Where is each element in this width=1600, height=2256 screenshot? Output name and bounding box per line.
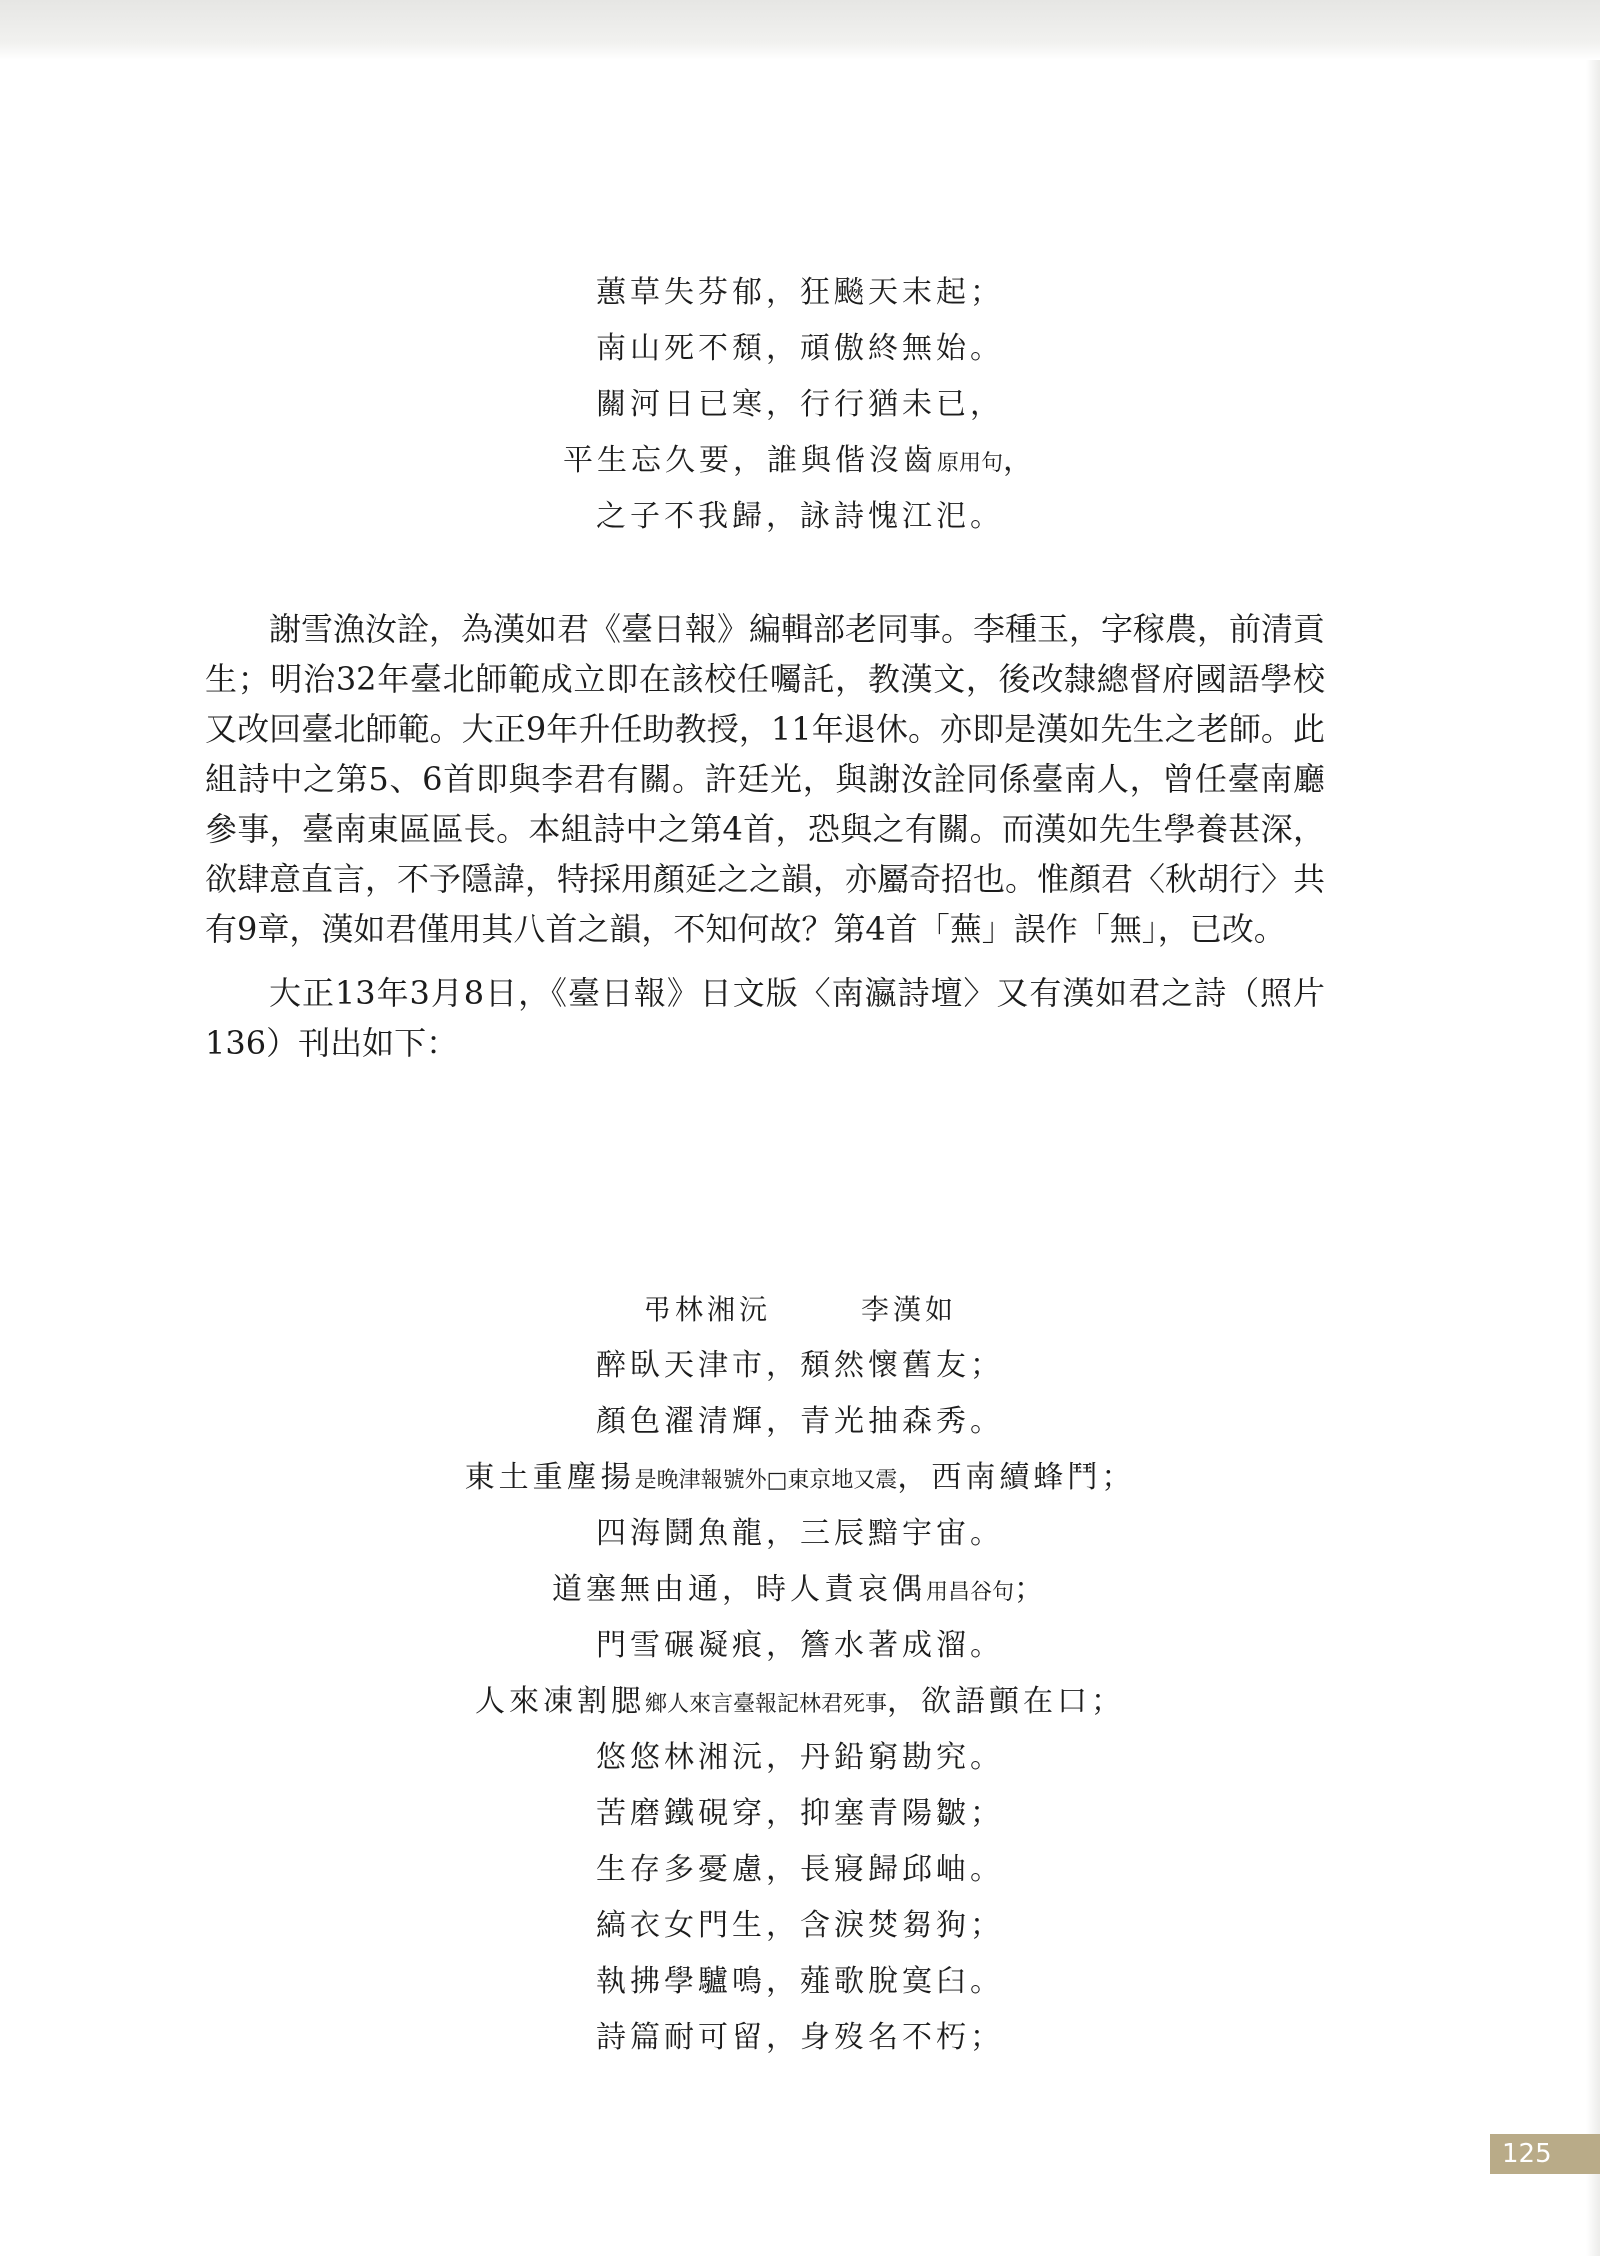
poem-line-note: 原用句 [936,451,1003,476]
poem-line-text: 南山死不頹，頑傲終無始。 [596,331,1004,366]
poem-title: 弔林湘沅 [642,1293,771,1326]
poem-line [0,321,1600,377]
poem-line [0,1730,1600,1786]
poem-line [0,1954,1600,2010]
poem-line-text: 執拂學驢鳴，薤歌脫寞臼。 [596,1964,1004,1999]
poem-line-text: 門雪碾凝痕，簷水著成溜。 [596,1628,1004,1663]
poem-line [0,1338,1600,1394]
poem-line-text: 悠悠林湘沅，丹鉛窮勘究。 [596,1740,1004,1775]
poem-line-text: 東土重塵揚 [464,1460,635,1495]
poem-title-line [0,1282,1600,1338]
poem-line-text: 人來凍割腮 [474,1684,645,1719]
poem-line-note: 鄉人來言臺報記林君死事 [644,1692,887,1717]
poem-line-note: 用昌谷句 [925,1580,1014,1605]
poem-line [0,377,1600,433]
poem-line-text: 關河日已寒，行行猶未已， [596,387,1004,422]
paragraph-commentary: 謝雪漁汝詮，為漢如君《臺日報》編輯部老同事。李種玉，字稼農，前清貢生；明治32年臺北師範成立即在該校任囑託，教漢文，後改隸總督府國語學校又改回臺北師範。大正9年升任助教授，11年退休。亦即是漢如先生之老師。此組詩中之第5、6首即與李君有關。許廷光，與謝汝詮同係臺南人，曾任臺南廳參事，臺南東區區長。本組詩中之第4首，恐與之有關。而漢如先生學養甚深，欲肆意直言，不予隱諱，特採用顏延之之韻，亦屬奇招也。惟顏君〈秋胡行〉共有9章，漢如君僅用其八首之韻，不知何故？第4首「蕪」誤作「無」，已改。 [205,610,1326,948]
poem-line-text: 生存多憂慮，長寢歸邱岫。 [596,1852,1004,1887]
poem-line [0,1506,1600,1562]
poem-line [0,265,1600,321]
poem-line [0,1898,1600,1954]
poem-line [0,433,1600,489]
poem-line-text: 之子不我歸，詠詩愧江汜。 [596,499,1004,534]
poem-line-text: 醉臥天津市，頹然懷舊友； [596,1348,1004,1383]
poem-line-text: 道塞無由通，時人責哀偶 [551,1572,926,1607]
poem-block-1 [0,265,1600,545]
page-number: 125 [1490,2134,1600,2174]
poem-line-text: 苦磨鐵硯穿，抑塞青陽皺； [596,1796,1004,1831]
poem-line [0,1842,1600,1898]
commentary [205,604,1325,1068]
poem-line [0,1786,1600,1842]
poem-line [0,1394,1600,1450]
poem-line [0,1450,1600,1506]
poem-line [0,1562,1600,1618]
poem-line-text: 顏色濯清輝，青光抽森秀。 [596,1404,1004,1439]
poem-line-text: 四海鬪魚龍，三辰黯宇宙。 [596,1516,1004,1551]
poem-line [0,489,1600,545]
poem-line-text: 詩篇耐可留，身歿名不朽； [596,2020,1004,2055]
paragraph-intro: 大正13年3月8日，《臺日報》日文版〈南瀛詩壇〉又有漢如君之詩（照片136）刊出如下： [205,974,1325,1062]
poem-author: 李漢如 [861,1293,958,1326]
poem-line-text: 平生忘久要，誰與偕沒齒 [562,443,937,478]
poem-block-2 [0,1282,1600,2066]
poem-line [0,1674,1600,1730]
poem-line [0,1618,1600,1674]
poem-line-tail: ， [1003,443,1037,478]
poem-line [0,2010,1600,2066]
poem-line-note: 是晚津報號外□東京地又震 [634,1468,898,1493]
poem-line-text: 縞衣女門生，含淚焚芻狗； [596,1908,1004,1943]
poem-line-tail: ； [1014,1572,1048,1607]
poem-line-tail: ，西南續蜂鬥； [897,1460,1136,1495]
poem-line-tail: ，欲語顫在口； [887,1684,1125,1719]
scan-top-shadow [0,0,1600,60]
poem-lines [0,1338,1600,2066]
poem-line-text: 蕙草失芬郁，狂飈天末起； [596,275,1004,310]
